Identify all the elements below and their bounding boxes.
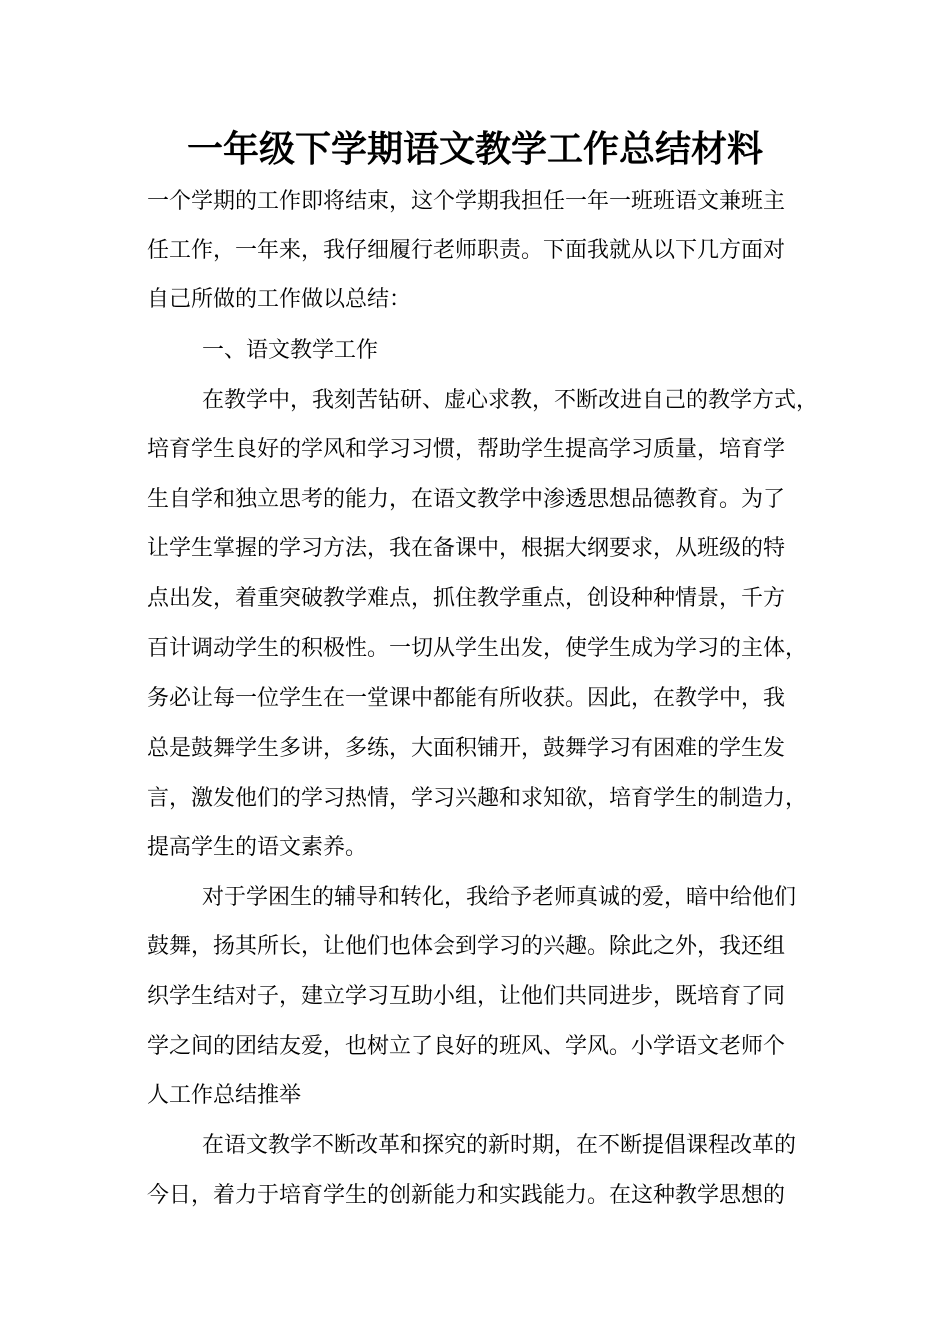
section-heading: 一、语文教学工作 [202,338,379,363]
paragraph-line: 自己所做的工作做以总结： [147,287,412,312]
paragraph-line: 鼓舞，扬其所长，让他们也体会到学习的兴趣。除此之外，我还组 [147,934,786,959]
paragraph-line: 让学生掌握的学习方法，我在备课中，根据大纲要求，从班级的特 [147,536,786,561]
paragraph-line: 提高学生的语文素养。 [147,835,368,860]
paragraph-line: 在语文教学不断改革和探究的新时期，在不断提倡课程改革的 [202,1133,797,1158]
paragraph-line: 织学生结对子，建立学习互助小组，让他们共同进步，既培育了同 [147,984,786,1009]
paragraph-line: 任工作，一年来，我仔细履行老师职责。下面我就从以下几方面对 [147,238,786,263]
paragraph-line: 培育学生良好的学风和学习习惯，帮助学生提高学习质量，培育学 [147,437,786,462]
paragraph-line: 一个学期的工作即将结束，这个学期我担任一年一班班语文兼班主 [147,189,786,214]
paragraph-line: 人工作总结推举 [147,1083,302,1108]
paragraph-line: 在教学中，我刻苦钻研、虚心求教，不断改进自己的教学方式， [202,388,819,413]
paragraph-line: 生自学和独立思考的能力，在语文教学中渗透思想品德教育。为了 [147,487,786,512]
document-title: 一年级下学期语文教学工作总结材料 [186,129,763,170]
paragraph-line: 百计调动学生的积极性。一切从学生出发，使学生成为学习的主体， [147,636,808,661]
paragraph-line: 对于学困生的辅导和转化，我给予老师真诚的爱，暗中给他们 [202,885,797,910]
paragraph-line: 言，激发他们的学习热情，学习兴趣和求知欲，培育学生的制造力， [147,786,808,811]
paragraph-line: 点出发，着重突破教学难点，抓住教学重点，创设种种情景，千方 [147,586,786,611]
paragraph-line: 学之间的团结友爱，也树立了良好的班风、学风。小学语文老师个 [147,1034,786,1059]
paragraph-line: 务必让每一位学生在一堂课中都能有所收获。因此，在教学中，我 [147,686,786,711]
paragraph-line: 总是鼓舞学生多讲，多练，大面积铺开，鼓舞学习有困难的学生发 [147,736,786,761]
paragraph-line: 今日，着力于培育学生的创新能力和实践能力。在这种教学思想的 [147,1183,786,1208]
